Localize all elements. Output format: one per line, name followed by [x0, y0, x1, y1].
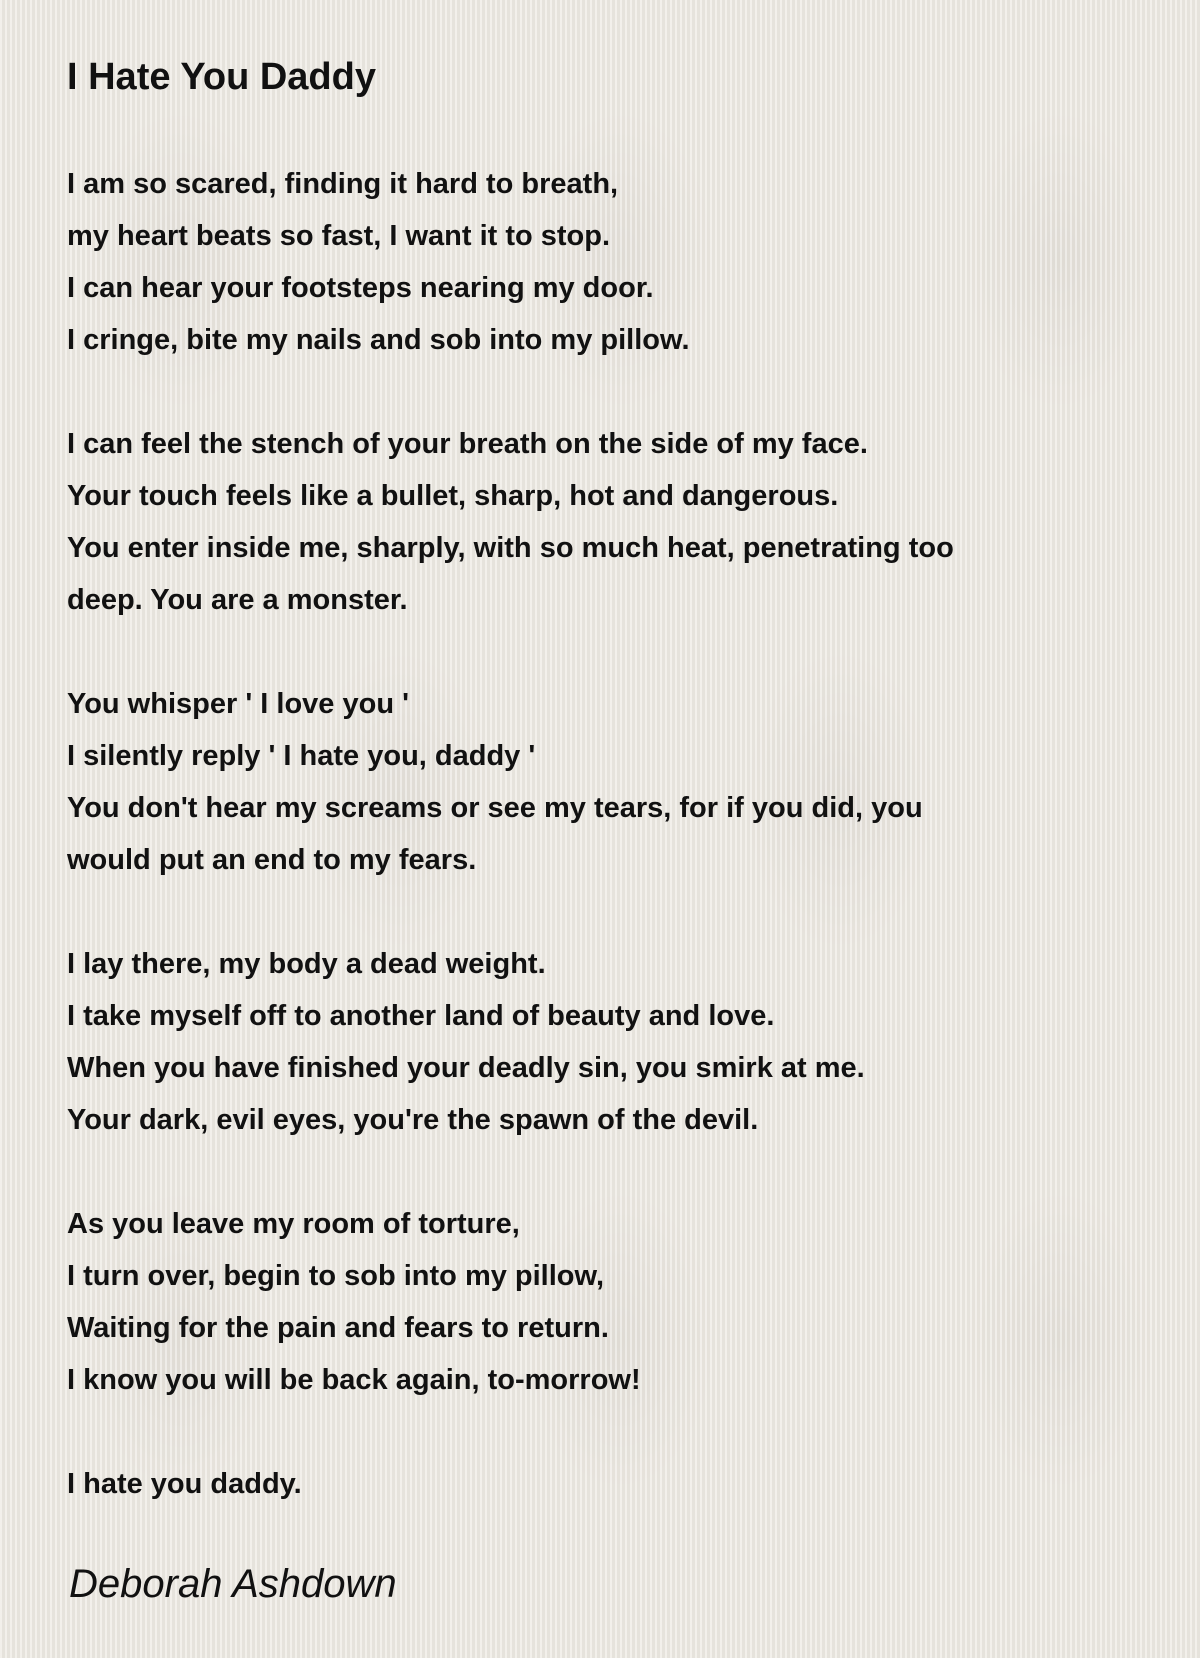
poem-line: Waiting for the pain and fears to return.	[67, 1312, 609, 1344]
poem-line: You whisper ' I love you '	[67, 688, 409, 720]
poem-line: I can hear your footsteps nearing my door.	[67, 272, 654, 304]
poem-line: I hate you daddy.	[67, 1468, 302, 1500]
poem-line: I know you will be back again, to-morrow!	[67, 1364, 641, 1396]
poem-line: As you leave my room of torture,	[67, 1208, 520, 1240]
poem-line: Your dark, evil eyes, you're the spawn of the devil.	[67, 1104, 759, 1136]
poem-line: would put an end to my fears.	[67, 844, 477, 876]
stanza-6	[67, 1458, 1147, 1510]
poem-line: I cringe, bite my nails and sob into my pillow.	[67, 324, 690, 356]
poem-author: Deborah Ashdown	[69, 1562, 397, 1606]
poem-container	[67, 50, 1147, 1562]
poem-line: You don't hear my screams or see my tears, for if you did, you	[67, 792, 923, 824]
stanza-2	[67, 418, 1147, 626]
poem-line: Your touch feels like a bullet, sharp, hot and dangerous.	[67, 480, 839, 512]
poem-line: When you have finished your deadly sin, you smirk at me.	[67, 1052, 865, 1084]
stanza-4	[67, 938, 1147, 1146]
stanza-1	[67, 158, 1147, 366]
poem-line: deep. You are a monster.	[67, 584, 408, 616]
poem-line: I lay there, my body a dead weight.	[67, 948, 546, 980]
poem-title: I Hate You Daddy	[67, 56, 376, 98]
poem-line: I am so scared, finding it hard to breath,	[67, 168, 619, 200]
poem-line: I turn over, begin to sob into my pillow,	[67, 1260, 605, 1292]
poem-line: my heart beats so fast, I want it to stop.	[67, 220, 611, 252]
poem-line: I silently reply ' I hate you, daddy '	[67, 740, 536, 772]
stanza-3	[67, 678, 1147, 886]
stanza-5	[67, 1198, 1147, 1406]
poem-line: I take myself off to another land of beauty and love.	[67, 1000, 775, 1032]
poem-line: You enter inside me, sharply, with so much heat, penetrating too	[67, 532, 954, 564]
poem-line: I can feel the stench of your breath on the side of my face.	[67, 428, 868, 460]
poem-body	[67, 158, 1147, 1510]
